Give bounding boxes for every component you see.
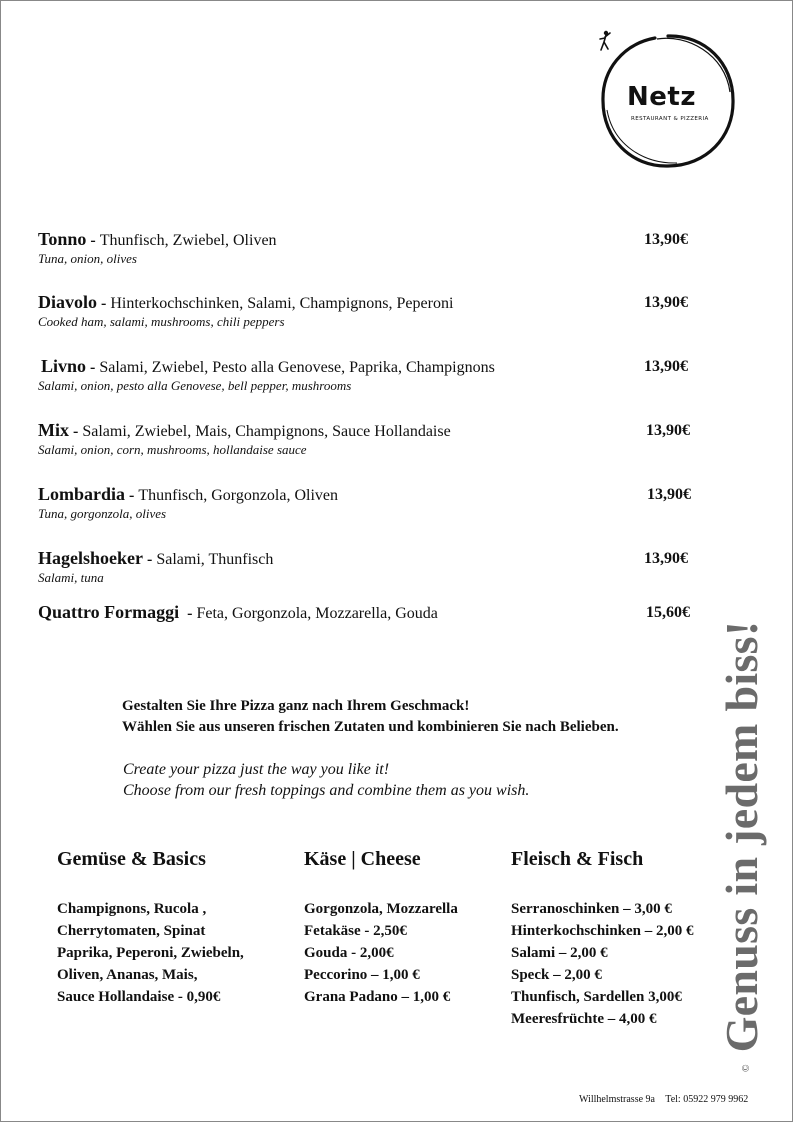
intro-german	[122, 696, 619, 738]
item-dash: -	[179, 605, 197, 622]
menu-item-mix	[38, 420, 708, 458]
topping-item: Gorgonzola, Mozzarella	[304, 901, 458, 917]
logo-subtitle: RESTAURANT & PIZZERIA	[631, 116, 709, 122]
slogan-vertical	[715, 621, 768, 1072]
intro-english-line: Create your pizza just the way you like it!	[123, 761, 390, 778]
item-description-en: Tuna, gorgonzola, olives	[38, 506, 167, 521]
column-title: Fleisch & Fisch	[511, 848, 644, 870]
item-dash: -	[125, 487, 139, 504]
topping-item: Meeresfrüchte – 4,00 €	[511, 1011, 657, 1027]
item-description: Salami, Zwiebel, Mais, Champignons, Sauce Hollandaise	[82, 423, 451, 440]
item-description: Salami, Thunfisch	[156, 551, 274, 568]
topping-item: Thunfisch, Sardellen 3,00€	[511, 989, 682, 1005]
item-description: Feta, Gorgonzola, Mozzarella, Gouda	[196, 605, 438, 622]
intro-german-line: Wählen Sie aus unseren frischen Zutaten und kombinieren Sie nach Belieben.	[122, 719, 619, 735]
slogan-text: Genuss in jedem biss!	[716, 620, 767, 1053]
item-price: 13,90€	[644, 231, 688, 248]
topping-item: Grana Padano – 1,00 €	[304, 989, 451, 1005]
topping-item: Fetakäse - 2,50€	[304, 923, 407, 939]
intro-english-line: Choose from our fresh toppings and combine them as you wish.	[123, 782, 530, 799]
footer-address: Willhelmstrasse 9a	[579, 1094, 655, 1105]
column-title: Gemüse & Basics	[57, 848, 206, 870]
toppings-column-meat-fish	[511, 848, 694, 1030]
item-dash: -	[69, 423, 83, 440]
topping-item: Peccorino – 1,00 €	[304, 967, 420, 983]
topping-item: Paprika, Peperoni, Zwiebeln,	[57, 945, 244, 961]
item-name: Livno	[41, 356, 87, 376]
topping-item: Oliven, Ananas, Mais,	[57, 967, 198, 983]
topping-item: Serranoschinken – 3,00 €	[511, 901, 672, 917]
slogan-mark: ©	[740, 1064, 752, 1072]
item-description: Hinterkochschinken, Salami, Champignons, Peperoni	[110, 295, 454, 312]
topping-item: Cherrytomaten, Spinat	[57, 923, 206, 939]
menu-item-lombardia	[38, 484, 708, 522]
item-name: Quattro Formaggi	[38, 602, 180, 622]
item-description: Thunfisch, Zwiebel, Oliven	[99, 232, 277, 249]
item-name: Lombardia	[38, 484, 126, 504]
intro-english	[123, 759, 529, 801]
item-name: Tonno	[38, 229, 87, 249]
toppings-column-cheese	[304, 848, 458, 1008]
item-description: Salami, Zwiebel, Pesto alla Genovese, Paprika, Champignons	[99, 359, 495, 376]
column-title: Käse | Cheese	[304, 848, 421, 870]
item-dash: -	[86, 232, 100, 249]
footer-contact	[579, 1094, 756, 1105]
menu-item-quattro-formaggi	[38, 602, 708, 623]
item-name: Hagelshoeker	[38, 548, 143, 568]
intro-german-line: Gestalten Sie Ihre Pizza ganz nach Ihrem Geschmack!	[122, 698, 470, 714]
toppings-column-vegetables	[57, 848, 244, 1008]
item-dash: -	[86, 359, 100, 376]
item-description-en: Tuna, onion, olives	[38, 251, 137, 266]
item-dash: -	[97, 295, 111, 312]
item-description-en: Salami, onion, corn, mushrooms, hollandaise sauce	[38, 442, 307, 457]
topping-item: Salami – 2,00 €	[511, 945, 608, 961]
item-price: 15,60€	[646, 604, 690, 621]
item-price: 13,90€	[647, 486, 691, 503]
item-name: Diavolo	[38, 292, 98, 312]
restaurant-logo	[597, 30, 739, 172]
item-price: 13,90€	[646, 422, 690, 439]
topping-item: Champignons, Rucola ,	[57, 901, 207, 917]
menu-item-hagelshoeker	[38, 548, 708, 586]
pizza-chef-icon	[597, 30, 613, 52]
topping-item: Hinterkochschinken – 2,00 €	[511, 923, 694, 939]
topping-item: Sauce Hollandaise - 0,90€	[57, 989, 221, 1005]
topping-item: Speck – 2,00 €	[511, 967, 602, 983]
menu-item-tonno	[38, 229, 708, 267]
item-price: 13,90€	[644, 550, 688, 567]
menu-item-livno	[38, 356, 711, 394]
item-description-en: Salami, tuna	[38, 570, 104, 585]
menu-item-diavolo	[38, 292, 708, 330]
footer-phone: Tel: 05922 979 9962	[665, 1094, 749, 1105]
item-price: 13,90€	[644, 358, 688, 375]
item-name: Mix	[38, 420, 69, 440]
logo-name: Netz	[627, 82, 696, 112]
topping-item: Gouda - 2,00€	[304, 945, 394, 961]
item-dash: -	[143, 551, 157, 568]
item-description: Thunfisch, Gorgonzola, Oliven	[138, 487, 339, 504]
item-description-en: Cooked ham, salami, mushrooms, chili peppers	[38, 314, 285, 329]
item-description-en: Salami, onion, pesto alla Genovese, bell pepper, mushrooms	[38, 378, 352, 393]
item-price: 13,90€	[644, 294, 688, 311]
